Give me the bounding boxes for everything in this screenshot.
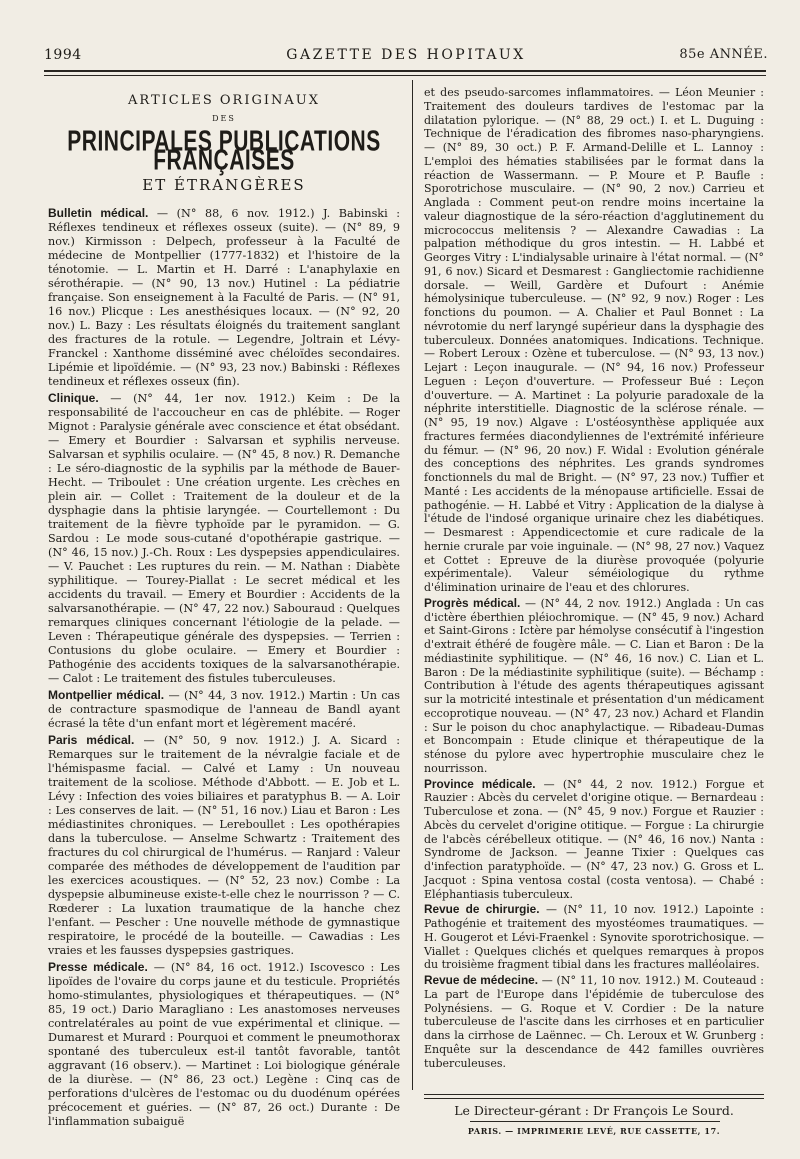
header-rule-thick [44, 70, 766, 72]
journal-title: GAZETTE DES HOPITAUX [286, 47, 526, 63]
entry-heading: Revue de médecine. [424, 973, 538, 987]
entry-text: — (N° 11, 10 nov. 1912.) Lapointe : Pathogénie et traitement des myostéomes traumatiques. — H. Gougerot et Lévi-Fraenkel : Synovite sporotrichosique. — Viallet : Quelques clichés et quelques remarques à propos du troisième fragment tibial dans les fractures malléolaires. [424, 903, 764, 972]
entry-heading: Progrès médical. [424, 595, 521, 610]
section-subtitle: ET ÉTRANGÈRES [142, 176, 306, 194]
entry-text: — (N° 50, 9 nov. 1912.) J. A. Sicard : Remarques sur le traitement de la névralgie faciale et de l'hémispasme facial. — Calvé et Lamy : Un nouveau traitement de la scoliose. Méthode d'Abbott. — E. Job et L. Lévy : Infection des voies biliaires et paratyphus B. — A. Loir : Les conserves de lait. — (N° 51, 16 nov.) Liau et Baron : Les médiastinites chroniques. — Lereboullet : Les opothérapies dans la tuberculose. — Anselme Schwartz : Traitement des fractures du col chirurgical de l'humérus. — Ranjard : Valeur comparée des méthodes de développement de l'audition par les exercices acoustiques. — (N° 52, 23 nov.) Combe : La dyspepsie albumineuse existe-t-elle chez le nourrisson ? — C. Rœderer : La luxation traumatique de la hanche chez l'enfant. — Pescher : Une nouvelle méthode de gymnastique respiratoire, le procédé de la bouteille. — Cawadias : Les vraies et les fausses dyspepsies gastriques. [48, 734, 400, 957]
entry-heading: Paris médical. [48, 733, 135, 747]
footer-rule [470, 1121, 720, 1122]
entry-progres-medical [424, 597, 764, 776]
entry-text: — (N° 84, 16 oct. 1912.) Iscovesco : Les lipoïdes de l'ovaire du corps jaune et du testicule. Propriétés homo-stimulantes, physiologiques et thérapeutiques. — (N° 85, 19 oct.) Dario Maragliano : Les anastomoses nerveuses contrelatérales au point de vue expérimental et clinique. — Dumarest et Murard : Pourquoi et comment le pneumothorax spontané des tuberculeux est-il tantôt favorable, tantôt aggravant (16 observ.). — Martinet : Loi biologique générale de la diurèse. — (N° 86, 23 oct.) Legène : Cinq cas de perforations d'ulcères de l'estomac ou du duodénum opérées précocement et guéries. — (N° 87, 26 oct.) Durante : De l'inflammation subaiguë [48, 961, 400, 1128]
main-title: PRINCIPALES PUBLICATIONS FRANÇAISES [67, 126, 381, 177]
section-des: DES [212, 114, 236, 123]
entry-text: — (N° 44, 3 nov. 1912.) Martin : Un cas de contracture spasmodique de l'anneau de Bandl ayant écrasé la tête d'un enfant mort et légèrement macéré. [48, 689, 401, 730]
header-rule-thin [44, 75, 766, 76]
year-label: 85e ANNÉE. [679, 47, 768, 62]
entry-text: — (N° 11, 10 nov. 1912.) M. Couteaud : La part de l'Europe dans l'épidémie de tuberculose des Polynésiens. — G. Roque et V. Cordier : De la nature tuberculeuse de l'ascite dans les cirrhoses et en particulier dans la cirrhose de Laënnec. — Ch. Leroux et W. Grunberg : Enquête sur la descendance de 442 familles ouvrières tuberculeuses. [424, 974, 764, 1070]
entry-revue-de-medecine [424, 974, 764, 1070]
column-divider [412, 80, 413, 1090]
entry-clinique [48, 391, 400, 686]
entry-heading: Montpellier médical. [48, 688, 165, 702]
right-column [424, 86, 764, 1072]
entry-heading: Presse médicale. [48, 960, 148, 974]
footer-printer: PARIS. — IMPRIMERIE LEVÉ, RUE CASSETTE, 17. [467, 1126, 721, 1136]
entry-text: — (N° 44, 1er nov. 1912.) Keim : De la responsabilité de l'accoucheur en cas de phlébite. — Roger Mignot : Paralysie générale avec conscience et état obsédant. — Emery et Bourdier : Salvarsan et syphilis nerveuse. Salvarsan et syphilis oculaire. — (N° 45, 8 nov.) R. Demanche : Le séro-diagnostic de la syphilis par la méthode de Bauer-Hecht. — Triboulet : Une création urgente. Les crèches en plein air. — Collet : Traitement de la douleur et de la dysphagie dans la phtisie laryngée. — Courtellemont : Du traitement de la fièvre typhoïde par le pyramidon. — G. Sardou : Le mode sous-cutané d'opothérapie gastrique. — (N° 46, 15 nov.) J.-Ch. Roux : Les dyspepsies appendiculaires. — V. Pauchet : Les ruptures du rein. — M. Nathan : Diabète syphilitique. — Tourey-Piallat : Le secret médical et les accidents du travail. — Emery et Bourdier : Accidents de la salvarsanothérapie. — (N° 47, 22 nov.) Sabouraud : Quelques remarques cliniques concernant l'étiologie de la pelade. — Leven : Thérapeutique générale des dyspepsies. — Terrien : Contusions du globe oculaire. — Emery et Bourdier : Pathogénie des accidents toxiques de la salvarsanothérapie. — Calot : Le traitement des fistules tuberculeuses. [48, 392, 400, 685]
page-number: 1994 [44, 47, 82, 63]
entry-heading: Clinique. [48, 391, 99, 405]
entry-heading: Bulletin médical. [48, 206, 149, 220]
entry-bulletin-medical [48, 206, 400, 389]
entry-revue-de-chirurgie [424, 903, 764, 972]
left-column [48, 92, 400, 1131]
footer-rule [424, 1094, 764, 1095]
entry-text: — (N° 44, 2 nov. 1912.) Forgue et Rauzier : Abcès du cervelet d'origine otique. — Bernardeau : Tuberculose et zona. — (N° 45, 9 nov.) Forgue et Rauzier : Abcès du cervelet d'origine otitique. — Forgue : La chirurgie de l'abcès cérébelleux otitique. — (N° 46, 16 nov.) Nanta : Syndrome de Jackson. — Jeanne Tixier : Quelques cas d'infection paratyphoïde. — (N° 47, 23 nov.) G. Gross et L. Jacquot : Spina ventosa costal (costa ventosa). — Chabé : Eléphantiasis tuberculeux. [424, 777, 764, 901]
entry-presse-medicale-continued [424, 86, 764, 595]
footer-manager: Le Directeur-gérant : Dr François Le Sourd. [454, 1103, 734, 1118]
entry-text: — (N° 88, 6 nov. 1912.) J. Babinski : Réflexes tendineux et réflexes osseux (suite). — (N° 89, 9 nov.) Kirmisson : Delpech, professeur à la Faculté de médecine de Montpellier (1777-1832) et l'histoire de la ténotomie. — L. Martin et H. Darré : L'anaphylaxie en sérothérapie. — (N° 90, 13 nov.) Hutinel : La pédiatrie française. Son enseignement à la Faculté de Paris. — (N° 91, 16 nov.) Plicque : Les anesthésiques locaux. — (N° 92, 20 nov.) L. Bazy : Les résultats éloignés du traitement sanglant des fractures de la rotule. — Legendre, Joltrain et Lévy-Franckel : Xanthome disséminé avec chéloïdes secondaires. Lipémie et lipoïdémie. — (N° 93, 23 nov.) Babinski : Réflexes tendineux et réflexes osseux (fin). [48, 207, 400, 388]
entry-text: — (N° 44, 2 nov. 1912.) Anglada : Un cas d'ictère éberthien pléiochromique. — (N° 45, 9 nov.) Achard et Saint-Girons : Ictère par hémolyse consécutif à l'ingestion d'extrait éthéré de fougère mâle. — C. Lian et Baron : De la médiastinite syphilitique. — (N° 46, 16 nov.) C. Lian et L. Baron : De la médiastinite syphilitique (suite). — Béchamp : Contribution à l'étude des agents thérapeutiques agissant sur la motricité intestinale et présentation d'un médicament eccoprotique nouveau. — (N° 47, 23 nov.) Achard et Flandin : Sur le poison du choc anaphylactique. — Ribadeau-Dumas et Boncompain : Etude clinique et thérapeutique de la sténose du pylore avec hypertrophie musculaire chez le nourrisson. [424, 596, 764, 775]
entry-heading: Revue de chirurgie. [424, 902, 540, 917]
section-title: ARTICLES ORIGINAUX [128, 93, 320, 108]
entry-heading: Province médicale. [424, 776, 536, 791]
entry-paris-medical [48, 733, 400, 958]
entry-province-medicale [424, 778, 764, 902]
page-header [44, 45, 768, 67]
entry-montpellier-medical [48, 688, 400, 731]
entry-text: et des pseudo-sarcomes inflammatoires. — Léon Meunier : Traitement des douleurs tardives de l'estomac par la dilatation pylorique. — (N° 88, 29 oct.) I. et L. Duguing : Technique de l'éradication des fibromes naso-pharyngiens. — (N° 89, 30 oct.) P. F. Armand-Delille et L. Lannoy : L'emploi des hématies stabilisées par le format dans la réaction de Wassermann. — P. Moure et P. Baufle : Sporotrichose musculaire. — (N° 90, 2 nov.) Carrieu et Anglada : Comment peut-on rendre moins incertaine la valeur diagnostique de la séro-réaction d'agglutinement du micrococcus melitensis ? — Alexandre Cawadias : La palpation méthodique du gros intestin. — H. Labbé et Georges Vitry : L'indialysable urinaire à l'état normal. — (N° 91, 6 nov.) Sicard et Desmarest : Gangliectomie rachidienne dorsale. — Weill, Gardère et Dufourt : Anémie hémolysinique tuberculeuse. — (N° 92, 9 nov.) Roger : Les fonctions du poumon. — A. Chalier et Paul Bonnet : La névrotomie du nerf laryngé supérieur dans la dysphagie des tuberculeux. Données anatomiques. Indications. Technique. — Robert Leroux : Ozène et tuberculose. — (N° 93, 13 nov.) Lejart : Leçon inaugurale. — (N° 94, 16 nov.) Professeur Leguen : Leçon d'ouverture. — Professeur Bué : Leçon d'ouverture. — A. Martinet : La polyurie paradoxale de la néphrite interstitielle. Diagnostic de la sclérose rénale. — (N° 95, 19 nov.) Algave : L'ostéosynthèse appliquée aux fractures fermées diacondyliennes de l'extrémité inférieure du fémur. — (N° 96, 20 nov.) F. Widal : Evolution générale des conceptions des néphrites. Les grands syndromes fonctionnels du mal de Bright. — (N° 97, 23 nov.) Tuffier et Manté : Les accidents de la ménopause artificielle. Essai de pathogénie. — H. Labbé et Vitry : Application de la dialyse à l'étude de l'indosé organique urinaire chez les diabétiques. — Desmarest : Appendicectomie et cure radicale de la hernie crurale par voie inguinale. — (N° 98, 27 nov.) Vaquez et Cottet : Epreuve de la diurèse provoquée (polyurie expérimentale). Valeur séméiologique du rythme d'élimination urinaire de l'eau et des chlorures. [424, 86, 764, 594]
footer-rule [424, 1098, 764, 1099]
entry-presse-medicale [48, 960, 400, 1129]
